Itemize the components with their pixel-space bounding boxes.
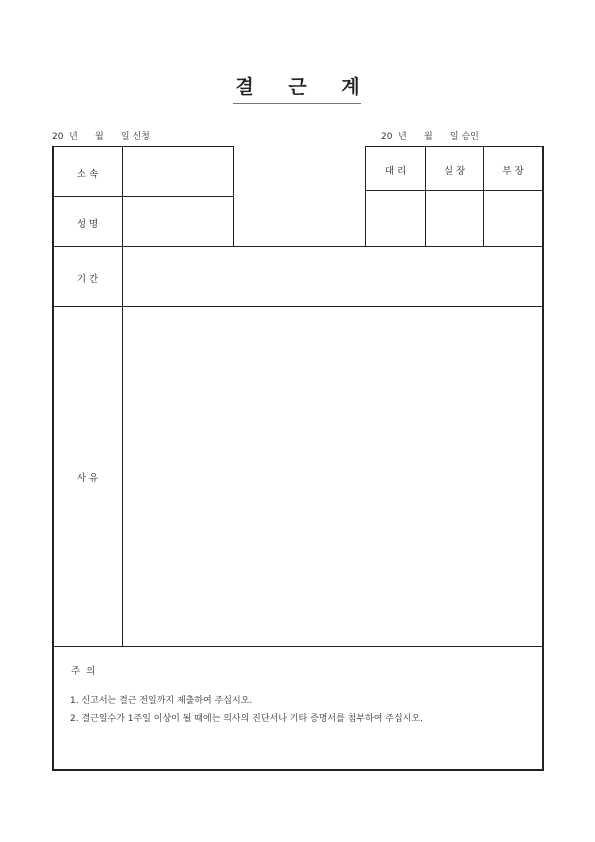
title-char-3: 계 (341, 76, 360, 98)
title-char-2: 근 (288, 76, 307, 98)
approver-deputy-sign[interactable] (367, 192, 424, 245)
note-item-2: 2. 결근일수가 1주일 이상이 될 때에는 의사의 진단서나 기타 증명서를 첨부하여 주십시오. (70, 714, 423, 724)
apply-date: 20 년 월 일 신청 (52, 132, 150, 142)
name-label: 성 명 (76, 219, 99, 230)
approve-date: 20 년 월 일 승인 (381, 132, 479, 142)
affiliation-label: 소 속 (76, 169, 99, 180)
title-underline (233, 103, 361, 104)
reason-label: 사 유 (76, 473, 99, 484)
approver-deputy-label: 대 리 (384, 166, 407, 177)
approver-dept-head-sign[interactable] (485, 192, 541, 245)
approver-office-head-sign[interactable] (427, 192, 482, 245)
note-item-1: 1. 신고서는 결근 전일까지 제출하여 주십시오. (70, 696, 253, 706)
document-title (0, 72, 595, 99)
affiliation-field[interactable] (124, 148, 232, 195)
approver-office-head-label: 실 장 (443, 166, 466, 177)
approver-dept-head-label: 부 장 (502, 166, 524, 177)
reason-field[interactable] (124, 308, 541, 645)
name-field[interactable] (124, 198, 232, 245)
title-char-1: 결 (235, 76, 254, 98)
period-label: 기 간 (76, 274, 99, 285)
period-field[interactable] (124, 248, 541, 305)
notes-heading: 주 의 (71, 666, 96, 677)
